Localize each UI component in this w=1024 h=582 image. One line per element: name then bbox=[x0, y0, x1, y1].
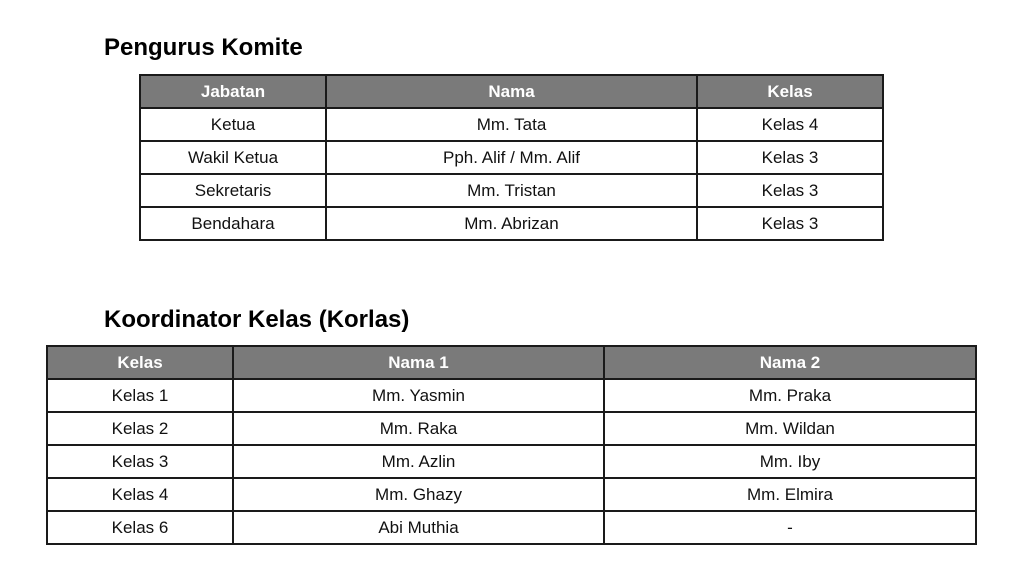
table-cell-kelas: Kelas 2 bbox=[47, 412, 233, 445]
table-header-row bbox=[47, 346, 976, 379]
komite-table bbox=[139, 74, 884, 241]
table-cell-kelas: Kelas 3 bbox=[47, 445, 233, 478]
table-cell-jabatan: Ketua bbox=[140, 108, 326, 141]
column-header-kelas: Kelas bbox=[47, 346, 233, 379]
table-cell-jabatan: Bendahara bbox=[140, 207, 326, 240]
table-cell-nama-2: Mm. Iby bbox=[604, 445, 976, 478]
table-cell-jabatan: Wakil Ketua bbox=[140, 141, 326, 174]
table-cell-kelas: Kelas 1 bbox=[47, 379, 233, 412]
table-cell-nama-2: - bbox=[604, 511, 976, 544]
table-cell-kelas: Kelas 4 bbox=[47, 478, 233, 511]
table-cell-nama-1: Mm. Yasmin bbox=[233, 379, 604, 412]
table-row bbox=[47, 379, 976, 412]
table-cell-kelas: Kelas 4 bbox=[697, 108, 883, 141]
table-cell-nama: Mm. Tristan bbox=[326, 174, 697, 207]
table-cell-jabatan: Sekretaris bbox=[140, 174, 326, 207]
table-cell-nama-2: Mm. Elmira bbox=[604, 478, 976, 511]
table-header-row bbox=[140, 75, 883, 108]
column-header-nama: Nama bbox=[326, 75, 697, 108]
table-cell-nama: Pph. Alif / Mm. Alif bbox=[326, 141, 697, 174]
table-row bbox=[140, 207, 883, 240]
table-cell-nama-2: Mm. Wildan bbox=[604, 412, 976, 445]
korlas-section-title: Koordinator Kelas (Korlas) bbox=[104, 306, 410, 333]
table-cell-kelas: Kelas 3 bbox=[697, 174, 883, 207]
table-cell-nama-1: Mm. Ghazy bbox=[233, 478, 604, 511]
table-cell-nama-1: Mm. Raka bbox=[233, 412, 604, 445]
korlas-table bbox=[46, 345, 977, 545]
table-cell-nama: Mm. Abrizan bbox=[326, 207, 697, 240]
table-cell-kelas: Kelas 3 bbox=[697, 207, 883, 240]
table-cell-nama-1: Abi Muthia bbox=[233, 511, 604, 544]
table-row bbox=[140, 141, 883, 174]
table-row bbox=[47, 478, 976, 511]
column-header-nama-2: Nama 2 bbox=[604, 346, 976, 379]
table-row bbox=[47, 412, 976, 445]
komite-section-title: Pengurus Komite bbox=[104, 34, 303, 61]
table-cell-kelas: Kelas 3 bbox=[697, 141, 883, 174]
table-cell-nama: Mm. Tata bbox=[326, 108, 697, 141]
table-row bbox=[140, 174, 883, 207]
column-header-kelas: Kelas bbox=[697, 75, 883, 108]
column-header-jabatan: Jabatan bbox=[140, 75, 326, 108]
table-cell-kelas: Kelas 6 bbox=[47, 511, 233, 544]
table-row bbox=[140, 108, 883, 141]
table-row bbox=[47, 445, 976, 478]
table-cell-nama-2: Mm. Praka bbox=[604, 379, 976, 412]
column-header-nama-1: Nama 1 bbox=[233, 346, 604, 379]
table-cell-nama-1: Mm. Azlin bbox=[233, 445, 604, 478]
table-row bbox=[47, 511, 976, 544]
